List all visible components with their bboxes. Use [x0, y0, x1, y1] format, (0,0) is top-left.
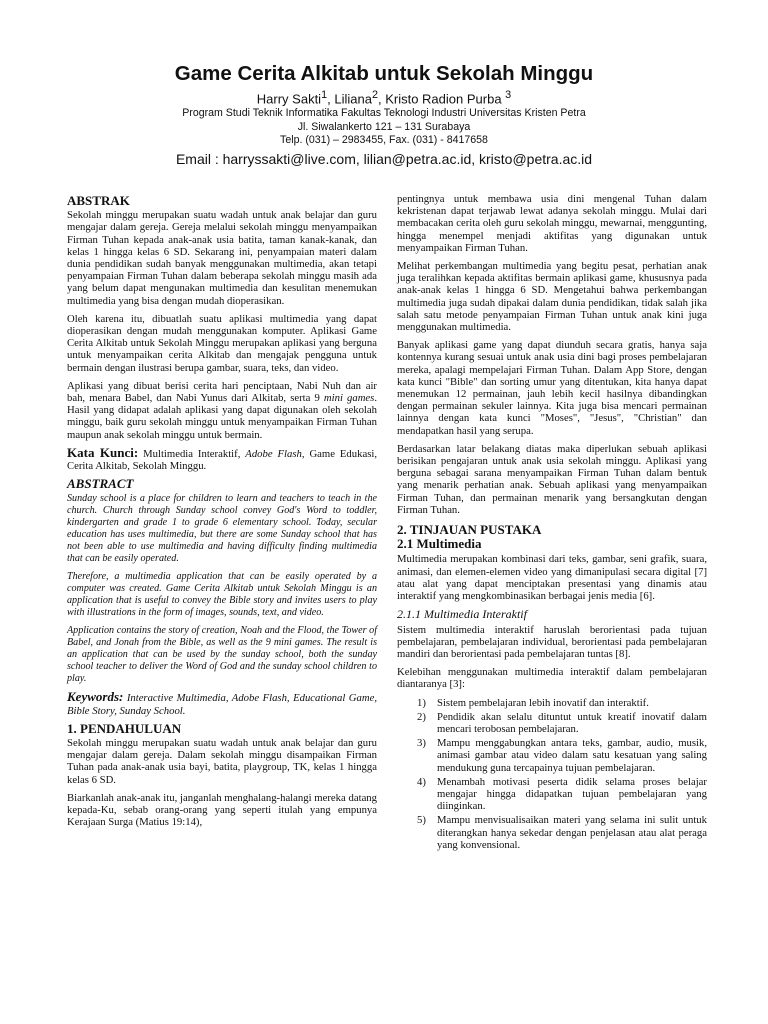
abstract-heading: ABSTRACT [67, 476, 134, 492]
keywords-label: Keywords: [67, 689, 124, 705]
list-number: 5) [417, 814, 426, 827]
list-number: 1) [417, 696, 426, 709]
list-number: 3) [417, 737, 426, 750]
abstrak-paragraph [67, 380, 377, 441]
list-text: Menambah motivasi peserta didik selama proses belajar mengajar hingga didapatkan tujuan pembelajaran yang diinginkan. [437, 775, 707, 813]
phone-fax: Telp. (031) – 2983455, Fax. (031) - 8417658 [280, 134, 488, 147]
author-line: Harry Sakti$^1$, Liliana$^2$, Kristo Radion Purba $^3$ [256, 89, 512, 107]
abstrak-text: . Hasil yang didapat adalah aplikasi yang dapat digunakan oleh sekolah minggu, baik guru sekolah minggu untuk menyampaikan Firman Tuhan maupun anak sekolah minggu untuk bermain. [67, 392, 377, 441]
abstrak-paragraph: Oleh karena itu, dibuatlah suatu aplikasi multimedia yang dapat dioperasikan dengan mudah menggunakan komputer. Aplikasi Game Cerita Alkitab untuk Sekolah Minggu merupakan aplikasi yang berguna untuk menyampaikan cerita Alkitab dan mengajak pengguna untuk bermain dengan ilustrasi berupa gambar, suara, teks, dan video. [67, 312, 377, 374]
multimedia-interaktif-heading: 2.1.1 Multimedia Interaktif [397, 607, 527, 622]
author-superscript: 1 [321, 89, 328, 101]
intro-paragraph: pentingnya untuk membawa usia dini mengenal Tuhan dalam kekristenan dapat terjawab lewat adanya sekolah minggu. Mulai dari membacakan cerita oleh guru sekolah minggu, mewarnai, menggunting, hingga menempel menjadi aktifitas yang digunakan untuk menyampaikan Firman Tuhan. [397, 193, 707, 254]
pendahuluan-paragraph: Biarkanlah anak-anak itu, janganlah menghalang-halangi mereka datang kepada-Ku, sebab orang-orang yang seperti itulah yang empunya Kerajaan Surga (Matius 19:14), [67, 791, 377, 829]
abstract-paragraph: Application contains the story of creation, Noah and the Flood, the Tower of Babel, and Jonah from the Bible, as well as the 9 mini games. The result is an application that can be used by the sunday school, both the sunday school teacher to deliver the Word of God and the sunday school children to play. [67, 625, 377, 685]
multimedia-interaktif-paragraph: Sistem multimedia interaktif haruslah berorientasi pada tujuan pembelajaran, pembelajaran individual, berorientasi pada pembelajaran mandiri dan berorientasi pada pembelajaran tuntas [8]. [397, 623, 707, 660]
left-column [67, 192, 377, 835]
multimedia-paragraph: Multimedia merupakan kombinasi dari teks, gambar, seni grafik, suara, animasi, dan elemen-elemen video yang dimanipulasi secara digital [7] atau alat yang dapat menciptakan presentasi yang dinamis atau interaktif yang mengkombinasikan berbagai jenis media [6]. [397, 553, 707, 603]
abstract-body [67, 493, 377, 685]
pendahuluan-heading: 1. PENDAHULUAN [67, 720, 182, 736]
list-number: 4) [417, 775, 426, 788]
affiliation: Program Studi Teknik Informatika Fakultas Teknologi Industri Universitas Kristen Petra [182, 107, 586, 120]
list-text: Pendidik akan selalu dituntut untuk kreatif inovatif dalam mencari terobosan pembelajaran. [437, 710, 707, 735]
keywords-text: Interactive Multimedia, Adobe Flash, Educational Game, Bible Story, Sunday School. [67, 692, 377, 717]
abstract-paragraph: Therefore, a multimedia application that can be easily operated by a computer was created. Game Cerita Alkitab untuk Sekolah Minggu is an application that is useful to convey the Bible story and invites users to play with illustrations in the form of images, sounds, text, and video. [67, 571, 377, 619]
tinjauan-pustaka-heading: 2. TINJAUAN PUSTAKA [397, 522, 542, 538]
right-column [397, 193, 707, 853]
kata-kunci [67, 444, 378, 473]
email-line: Email : harryssakti@live.com, lilian@petra.ac.id, kristo@petra.ac.id [175, 150, 593, 167]
kata-kunci-italic: Adobe Flash [245, 447, 302, 460]
paper-title: Game Cerita Alkitab untuk Sekolah Minggu [174, 62, 594, 85]
author-name: Liliana [334, 91, 372, 107]
author-name: Kristo Radion Purba [385, 91, 502, 107]
abstrak-heading: ABSTRAK [67, 193, 130, 208]
list-number: 2) [417, 710, 426, 723]
keywords [67, 691, 377, 716]
list-item [397, 697, 707, 709]
intro-paragraph: Banyak aplikasi game yang dapat diunduh secara gratis, hanya saja kontennya kurang sesuai untuk anak usia dini bagi proses pembelajaran mereka, apalagi mempelajari Firman Tuhan. Dalam App Store, dengan kata kunci "Bible" dan sorting umur yang ditentukan, kita hanya dapat menemukan 12 permainan, jauh lebih kecil hasilnya dibandingkan dengan permainan sekuler lainnya. Kita juga bisa mencari permainan lainnya dengan kata kunci "Moses", "Jesus", "Christian" dan mendapatkan hasil yang serupa. [397, 339, 707, 437]
abstrak-text: Aplikasi yang dibuat berisi cerita hari penciptaan, Nabi Nuh dan air bah, menara Babel, dan Nabi Yunus dari Alkitab, serta 9 [67, 379, 377, 405]
list-text: Sistem pembelajaran lebih inovatif dan interaktif. [437, 696, 649, 709]
author-superscript: 3 [505, 89, 512, 101]
paper-header [0, 62, 768, 167]
multimedia-heading: 2.1 Multimedia [397, 536, 482, 552]
kata-kunci-label: Kata Kunci: [67, 444, 139, 460]
list-text: Mampu menvisualisaikan materi yang selama ini sulit untuk diterangkan hanya sekedar dengan penjelasan atau alat peraga yang konvensional. [437, 814, 707, 851]
abstrak-paragraph: Sekolah minggu merupakan suatu wadah untuk anak belajar dan guru mengajar dalam gereja. Gereja melalui sekolah minggu menyampaikan Firman Tuhan kepada anak-anak usia batita, taman kanak-kanak, dan kelas 1 hingga kelas 6 SD. Sekarang ini, penyampaian materi dalam dunia pendidikan sudah banyak menggunakan multimedia, akan tetapi penyampaian Firman Tuhan dalam beberapa sekolah minggu masih ada yang belum dapat mengunakan multimedia dan kesulitan menemukan multimedia yang bisa dengan mudah dioperasikan. [67, 209, 377, 307]
kelebihan-list [397, 697, 707, 851]
address: Jl. Siwalankerto 121 – 131 Surabaya [297, 120, 471, 133]
list-text: Mampu menggabungkan antara teks, gambar, audio, musik, animasi gambar atau video dalam satu kesatuan yang saling mendukung guna tercapainya tujuan pembelajaran. [437, 737, 707, 774]
list-item [397, 776, 707, 813]
intro-paragraph: Melihat perkembangan multimedia yang begitu pesat, perhatian anak juga teralihkan kepada aktifitas bermain aplikasi game, khususnya pada anak-anak kelas 1 hingga 6 SD. Mengetahui bahwa perkembangan multimedia juga sudah dipakai dalam dunia pendidikan, tidak salah jika salah satu metode penyampaian Firman Tuhan untuk anak kini juga menggunakan multimedia. [397, 260, 707, 334]
kata-kunci-text: Multimedia Interaktif, [138, 447, 246, 460]
abstrak-italic-text: mini games [323, 392, 375, 405]
author-superscript: 2 [371, 89, 378, 101]
list-item [397, 814, 707, 851]
list-item [397, 737, 707, 774]
intro-paragraph: Berdasarkan latar belakang diatas maka diperlukan sebuah aplikasi berisikan pengajaran untuk anak usia sekolah minggu. Aplikasi yang berguna sebagai sarana menyampaikan Firman Tuhan dalam bentuk yang menarik perhatian anak. Sebuah aplikasi yang menyampaikan Firman Tuhan, dan permainan menarik yang bersangkutan dengan Firman Tuhan. [397, 442, 707, 516]
list-item [397, 711, 707, 735]
kelebihan-paragraph: Kelebihan menggunakan multimedia interaktif dalam pembelajaran diantaranya [3]: [397, 666, 707, 691]
kata-kunci-text: , Game Edukasi, Cerita Alkitab, Sekolah Minggu. [67, 447, 378, 473]
abstract-paragraph: Sunday school is a place for children to learn and teachers to teach in the church. Church through Sunday school convey God's Word to toddler, kindergarten and grade 1 to grade 6 elementary school. Today, secular education has uses multimedia, but there are some Sunday school that has not been able to use multimedia and having difficulty finding multimedia that can be easily operated. [67, 493, 377, 565]
pendahuluan-paragraph: Sekolah minggu merupakan suatu wadah untuk anak belajar dan guru mengajar dalam gereja. Dalam sekolah minggu disampaikan Firman Tuhan pada anak-anak usia bayi, batita, playgroup, TK, kelas 1 hingga kelas 6 SD. [67, 737, 377, 786]
author-name: Harry Sakti [256, 91, 322, 107]
